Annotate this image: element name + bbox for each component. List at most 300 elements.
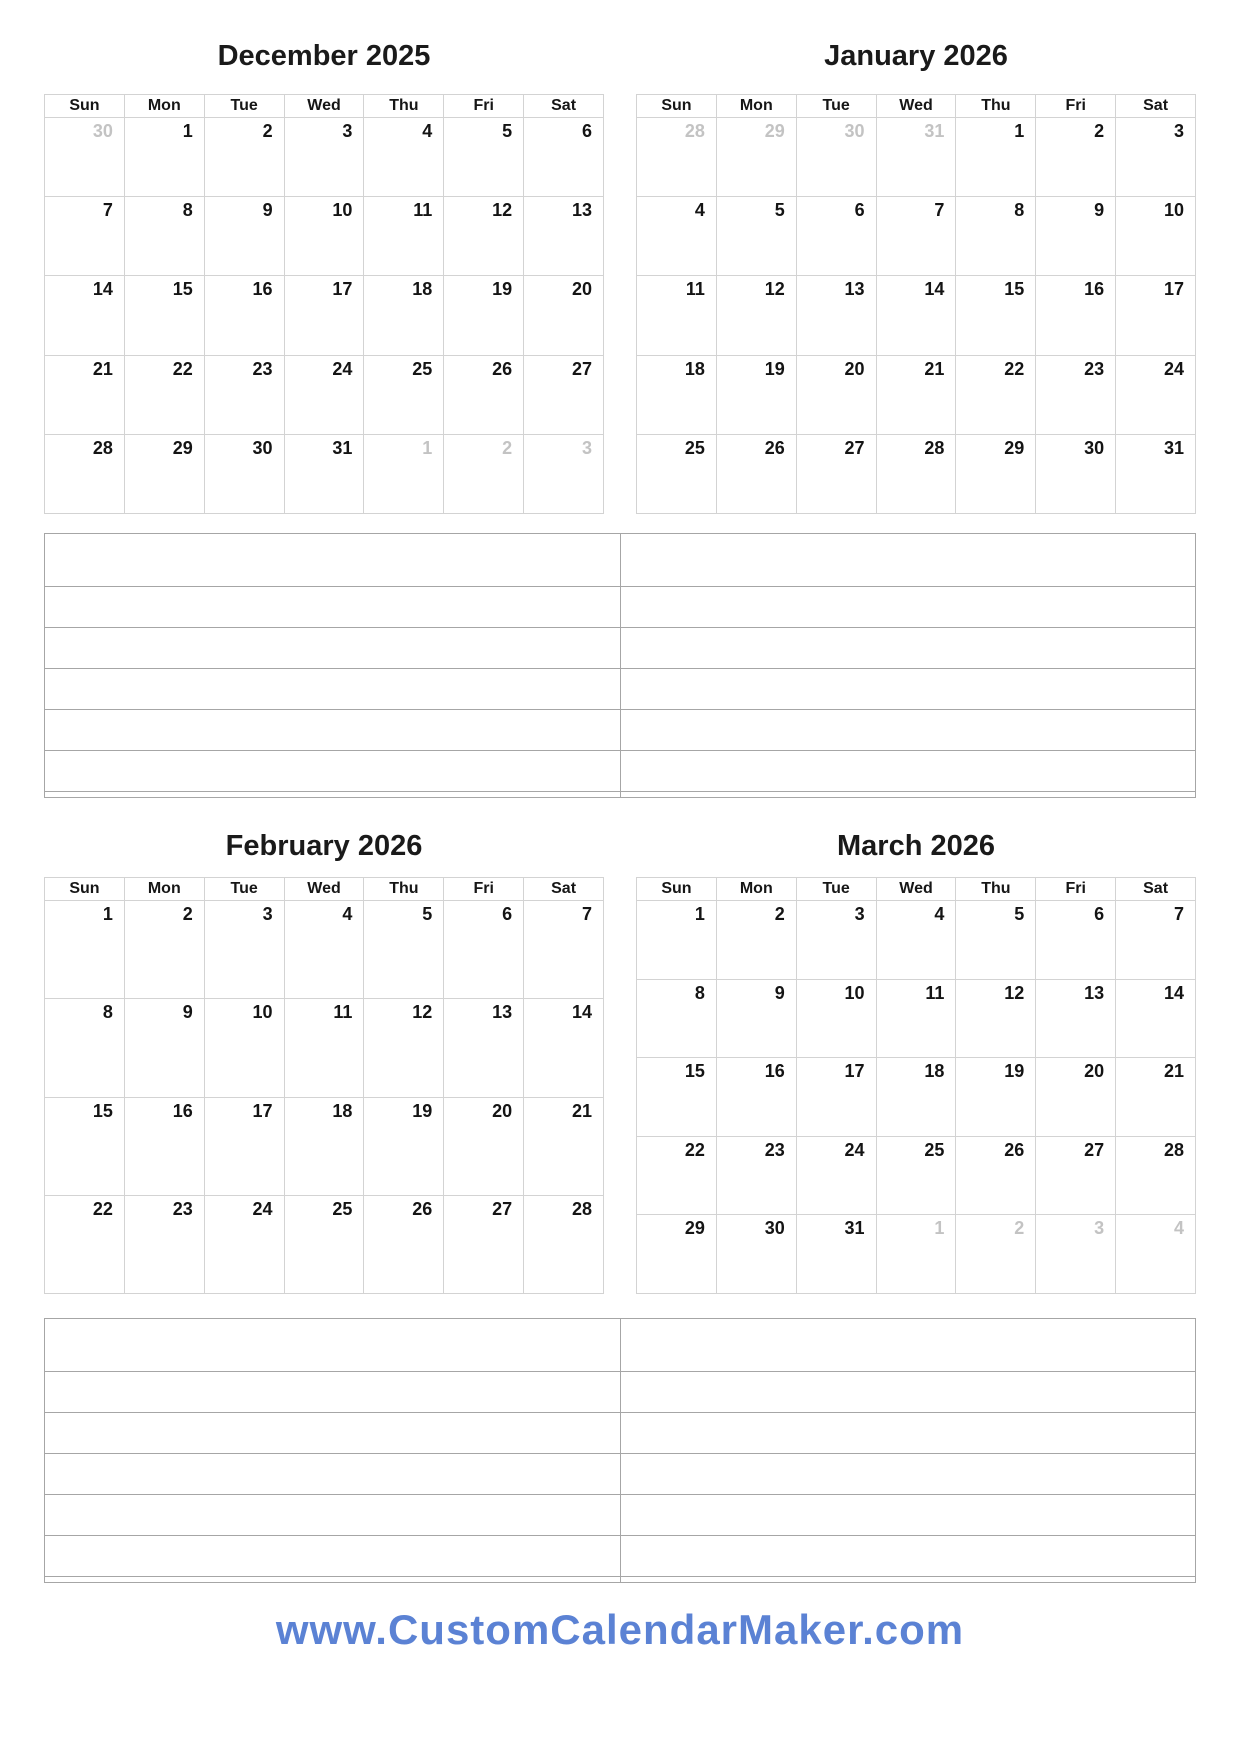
day-number: 4 bbox=[1174, 1218, 1185, 1239]
day-number: 25 bbox=[924, 1139, 945, 1160]
day-cell bbox=[1115, 276, 1195, 354]
day-cell bbox=[523, 197, 603, 275]
notes-cell-left bbox=[45, 1319, 621, 1371]
day-cell bbox=[45, 901, 124, 998]
month-grid-body bbox=[45, 118, 603, 513]
notes-cell-left bbox=[45, 669, 621, 709]
day-number: 5 bbox=[422, 904, 433, 924]
month-title: March 2026 bbox=[837, 829, 995, 862]
day-cell bbox=[363, 1196, 443, 1293]
day-cell bbox=[1035, 1058, 1115, 1136]
day-cell bbox=[204, 901, 284, 998]
day-cell bbox=[1035, 901, 1115, 979]
day-cell bbox=[716, 435, 796, 513]
day-number: 30 bbox=[844, 121, 865, 141]
day-number: 22 bbox=[684, 1139, 705, 1160]
day-number: 30 bbox=[1084, 437, 1105, 458]
day-cell bbox=[1035, 276, 1115, 354]
day-number: 1 bbox=[422, 437, 433, 458]
day-number: 1 bbox=[102, 904, 113, 924]
day-number: 21 bbox=[924, 358, 945, 379]
day-cell bbox=[363, 901, 443, 998]
day-number: 16 bbox=[252, 279, 273, 300]
day-number: 25 bbox=[412, 358, 433, 379]
day-cell bbox=[45, 1098, 124, 1195]
day-cell bbox=[284, 118, 364, 196]
day-number: 8 bbox=[694, 982, 705, 1003]
day-number: 17 bbox=[332, 279, 353, 300]
day-number: 28 bbox=[92, 437, 113, 458]
day-cell bbox=[1035, 1215, 1115, 1293]
day-cell bbox=[443, 356, 523, 434]
day-cell bbox=[45, 999, 124, 1096]
day-cell bbox=[124, 1098, 204, 1195]
day-number: 28 bbox=[924, 437, 945, 458]
notes-cell-left bbox=[45, 710, 621, 750]
day-cell bbox=[876, 197, 956, 275]
day-cell bbox=[876, 435, 956, 513]
day-cell bbox=[363, 197, 443, 275]
day-number: 19 bbox=[764, 358, 785, 379]
day-cell bbox=[796, 1137, 876, 1215]
notes-cell-left bbox=[45, 1577, 621, 1582]
day-number: 10 bbox=[844, 982, 865, 1003]
day-cell bbox=[204, 435, 284, 513]
day-cell bbox=[1115, 901, 1195, 979]
notes-row bbox=[45, 627, 1195, 668]
day-cell bbox=[284, 901, 364, 998]
day-cell bbox=[124, 276, 204, 354]
day-number: 1 bbox=[694, 904, 705, 924]
week-row bbox=[45, 118, 603, 196]
weekday-header: Wed bbox=[876, 878, 956, 900]
day-cell bbox=[796, 1058, 876, 1136]
day-number: 17 bbox=[844, 1061, 865, 1082]
day-number: 12 bbox=[764, 279, 785, 300]
day-number: 29 bbox=[764, 121, 785, 141]
notes-cell-right bbox=[621, 628, 1196, 668]
day-cell bbox=[955, 435, 1035, 513]
day-number: 25 bbox=[332, 1198, 353, 1219]
month-calendar bbox=[636, 34, 1196, 514]
notes-cell-right bbox=[621, 587, 1196, 627]
day-number: 19 bbox=[492, 279, 513, 300]
week-row bbox=[637, 196, 1195, 275]
day-number: 17 bbox=[252, 1100, 273, 1121]
day-cell bbox=[637, 435, 716, 513]
day-cell bbox=[204, 118, 284, 196]
weekday-header: Sat bbox=[523, 878, 603, 900]
day-cell bbox=[876, 1137, 956, 1215]
day-number: 15 bbox=[92, 1100, 113, 1121]
weekday-header: Wed bbox=[284, 95, 364, 117]
notes-cell-right bbox=[621, 534, 1196, 586]
notes-row bbox=[45, 791, 1195, 797]
day-cell bbox=[637, 197, 716, 275]
day-number: 24 bbox=[844, 1139, 865, 1160]
day-number: 6 bbox=[854, 200, 865, 221]
day-number: 19 bbox=[412, 1100, 433, 1121]
day-cell bbox=[637, 276, 716, 354]
weekday-header: Mon bbox=[716, 878, 796, 900]
notes-row bbox=[45, 1453, 1195, 1494]
day-number: 11 bbox=[925, 982, 945, 1003]
day-cell bbox=[796, 276, 876, 354]
weekday-header: Thu bbox=[955, 878, 1035, 900]
day-cell bbox=[284, 1196, 364, 1293]
day-cell bbox=[1115, 980, 1195, 1058]
week-row bbox=[637, 979, 1195, 1058]
day-cell bbox=[443, 1196, 523, 1293]
day-number: 2 bbox=[1014, 1218, 1025, 1239]
notes-cell-right bbox=[621, 1536, 1196, 1576]
day-number: 13 bbox=[844, 279, 865, 300]
day-cell bbox=[716, 356, 796, 434]
day-cell bbox=[204, 999, 284, 1096]
weekday-header: Thu bbox=[955, 95, 1035, 117]
day-number: 13 bbox=[571, 200, 593, 221]
week-row bbox=[637, 275, 1195, 354]
day-number: 15 bbox=[684, 1061, 705, 1082]
month-title: December 2025 bbox=[217, 39, 431, 72]
week-row bbox=[637, 901, 1195, 979]
day-cell bbox=[443, 999, 523, 1096]
day-cell bbox=[716, 1137, 796, 1215]
day-number: 1 bbox=[934, 1218, 945, 1239]
day-number: 30 bbox=[92, 121, 113, 141]
day-cell bbox=[284, 356, 364, 434]
day-number: 12 bbox=[412, 1002, 433, 1023]
day-cell bbox=[716, 118, 796, 196]
week-row bbox=[637, 355, 1195, 434]
month-title: January 2026 bbox=[824, 39, 1008, 72]
weekday-header: Sun bbox=[661, 97, 692, 114]
day-number: 12 bbox=[1004, 982, 1025, 1003]
day-number: 2 bbox=[774, 904, 785, 924]
day-number: 9 bbox=[182, 1002, 193, 1023]
day-number: 26 bbox=[492, 358, 513, 379]
day-number: 16 bbox=[172, 1100, 193, 1121]
day-number: 13 bbox=[1084, 982, 1105, 1003]
weekday-header: Wed bbox=[284, 878, 364, 900]
day-cell bbox=[796, 197, 876, 275]
notes-cell-right bbox=[621, 792, 1196, 797]
day-number: 3 bbox=[342, 121, 353, 141]
day-number: 4 bbox=[934, 904, 945, 924]
month-grid bbox=[636, 94, 1196, 514]
month-grid-body bbox=[637, 901, 1195, 1293]
day-number: 15 bbox=[1004, 279, 1025, 300]
day-cell bbox=[955, 901, 1035, 979]
notes-row bbox=[45, 1535, 1195, 1576]
day-cell bbox=[637, 1215, 716, 1293]
day-number: 2 bbox=[182, 904, 193, 924]
day-cell bbox=[876, 356, 956, 434]
weekday-header: Tue bbox=[204, 878, 284, 900]
month-grid bbox=[636, 877, 1196, 1294]
day-cell bbox=[1035, 1137, 1115, 1215]
day-number: 18 bbox=[412, 279, 433, 300]
day-number: 21 bbox=[1163, 1061, 1185, 1082]
notes-cell-left bbox=[45, 751, 621, 791]
day-cell bbox=[1115, 118, 1195, 196]
day-cell bbox=[124, 197, 204, 275]
day-number: 5 bbox=[502, 121, 513, 141]
day-cell bbox=[716, 1058, 796, 1136]
weekday-header: Mon bbox=[716, 95, 796, 117]
notes-cell-right bbox=[621, 669, 1196, 709]
day-cell bbox=[876, 118, 956, 196]
day-cell bbox=[1035, 118, 1115, 196]
day-cell bbox=[204, 197, 284, 275]
day-cell bbox=[955, 197, 1035, 275]
notes-row bbox=[45, 1371, 1195, 1412]
notes-cell-left bbox=[45, 587, 621, 627]
day-cell bbox=[876, 980, 956, 1058]
day-number: 3 bbox=[582, 437, 593, 458]
weekday-header: Wed bbox=[876, 95, 956, 117]
day-number: 11 bbox=[333, 1002, 353, 1023]
month-calendar bbox=[44, 824, 604, 1294]
weekday-header: Fri bbox=[443, 95, 523, 117]
month-grid bbox=[44, 877, 604, 1294]
day-number: 16 bbox=[1084, 279, 1105, 300]
day-number: 29 bbox=[1004, 437, 1025, 458]
day-number: 1 bbox=[182, 121, 193, 141]
notes-area bbox=[44, 1318, 1196, 1583]
day-number: 20 bbox=[571, 279, 593, 300]
weekday-header-row bbox=[637, 878, 1195, 901]
day-number: 30 bbox=[252, 437, 273, 458]
day-cell bbox=[284, 1098, 364, 1195]
day-cell bbox=[716, 980, 796, 1058]
day-number: 20 bbox=[492, 1100, 513, 1121]
notes-cell-right bbox=[621, 1577, 1196, 1582]
weekday-header: Tue bbox=[204, 95, 284, 117]
notes-cell-right bbox=[621, 1413, 1196, 1453]
day-cell bbox=[363, 999, 443, 1096]
day-number: 22 bbox=[172, 358, 193, 379]
day-number: 18 bbox=[924, 1061, 945, 1082]
notes-cell-left bbox=[45, 1454, 621, 1494]
day-cell bbox=[124, 118, 204, 196]
day-number: 18 bbox=[332, 1100, 353, 1121]
day-cell bbox=[637, 356, 716, 434]
day-number: 17 bbox=[1163, 279, 1185, 300]
day-number: 10 bbox=[252, 1002, 273, 1023]
notes-row bbox=[45, 1494, 1195, 1535]
notes-cell-left bbox=[45, 1413, 621, 1453]
month-calendar bbox=[44, 34, 604, 514]
day-cell bbox=[637, 1137, 716, 1215]
day-number: 23 bbox=[764, 1139, 785, 1160]
week-row bbox=[637, 1136, 1195, 1215]
day-cell bbox=[955, 1137, 1035, 1215]
weekday-header: Sun bbox=[69, 97, 100, 114]
notes-row bbox=[45, 1412, 1195, 1453]
day-cell bbox=[876, 1058, 956, 1136]
day-cell bbox=[796, 118, 876, 196]
day-number: 31 bbox=[1163, 437, 1185, 458]
day-number: 31 bbox=[924, 121, 945, 141]
day-number: 5 bbox=[774, 200, 785, 221]
day-number: 11 bbox=[413, 200, 433, 221]
day-cell bbox=[124, 1196, 204, 1293]
day-cell bbox=[363, 118, 443, 196]
week-row bbox=[637, 1214, 1195, 1293]
day-cell bbox=[523, 1098, 603, 1195]
notes-cell-left bbox=[45, 1536, 621, 1576]
day-cell bbox=[637, 118, 716, 196]
notes-row bbox=[45, 1576, 1195, 1582]
day-cell bbox=[716, 1215, 796, 1293]
day-cell bbox=[45, 435, 124, 513]
day-cell bbox=[443, 1098, 523, 1195]
day-number: 20 bbox=[844, 358, 865, 379]
notes-cell-right bbox=[621, 1495, 1196, 1535]
day-cell bbox=[876, 276, 956, 354]
notes-cell-left bbox=[45, 1495, 621, 1535]
day-number: 30 bbox=[764, 1218, 785, 1239]
day-number: 27 bbox=[492, 1198, 513, 1219]
day-number: 15 bbox=[172, 279, 193, 300]
day-cell bbox=[443, 118, 523, 196]
weekday-header: Sat bbox=[1115, 878, 1195, 900]
day-number: 28 bbox=[571, 1198, 593, 1219]
weekday-header: Fri bbox=[443, 878, 523, 900]
day-number: 3 bbox=[1174, 121, 1185, 141]
notes-cell-left bbox=[45, 792, 621, 797]
day-number: 21 bbox=[571, 1100, 593, 1121]
day-cell bbox=[955, 1058, 1035, 1136]
day-cell bbox=[443, 435, 523, 513]
day-cell bbox=[284, 435, 364, 513]
day-number: 4 bbox=[342, 904, 353, 924]
weekday-header: Mon bbox=[124, 95, 204, 117]
week-row bbox=[45, 275, 603, 354]
notes-cell-left bbox=[45, 534, 621, 586]
day-number: 19 bbox=[1004, 1061, 1025, 1082]
day-number: 24 bbox=[252, 1198, 273, 1219]
day-number: 3 bbox=[262, 904, 273, 924]
day-number: 14 bbox=[571, 1002, 593, 1023]
day-cell bbox=[363, 356, 443, 434]
day-cell bbox=[1035, 435, 1115, 513]
day-cell bbox=[796, 356, 876, 434]
day-number: 21 bbox=[92, 358, 113, 379]
day-cell bbox=[1035, 356, 1115, 434]
day-cell bbox=[1115, 1215, 1195, 1293]
day-cell bbox=[1115, 356, 1195, 434]
notes-row bbox=[45, 750, 1195, 791]
notes-cell-right bbox=[621, 710, 1196, 750]
week-row bbox=[637, 1057, 1195, 1136]
day-cell bbox=[1115, 1137, 1195, 1215]
day-number: 13 bbox=[492, 1002, 513, 1023]
weekday-header-row bbox=[45, 95, 603, 118]
day-cell bbox=[45, 356, 124, 434]
day-number: 10 bbox=[1163, 200, 1185, 221]
day-cell bbox=[1035, 197, 1115, 275]
day-number: 25 bbox=[684, 437, 705, 458]
day-number: 29 bbox=[684, 1218, 705, 1239]
day-cell bbox=[523, 999, 603, 1096]
day-cell bbox=[204, 1196, 284, 1293]
day-cell bbox=[284, 999, 364, 1096]
day-cell bbox=[1115, 197, 1195, 275]
weekday-header: Fri bbox=[1035, 95, 1115, 117]
day-cell bbox=[1115, 435, 1195, 513]
day-number: 6 bbox=[502, 904, 513, 924]
week-row bbox=[45, 901, 603, 998]
day-cell bbox=[363, 1098, 443, 1195]
day-cell bbox=[876, 1215, 956, 1293]
day-number: 2 bbox=[262, 121, 273, 141]
weekday-header-row bbox=[45, 878, 603, 901]
weekday-header: Fri bbox=[1035, 878, 1115, 900]
day-cell bbox=[523, 435, 603, 513]
weekday-header: Thu bbox=[363, 95, 443, 117]
weekday-header: Tue bbox=[796, 878, 876, 900]
weekday-header-row bbox=[637, 95, 1195, 118]
notes-row bbox=[45, 709, 1195, 750]
month-grid-body bbox=[637, 118, 1195, 513]
day-cell bbox=[45, 197, 124, 275]
day-number: 10 bbox=[332, 200, 353, 221]
day-cell bbox=[124, 356, 204, 434]
day-cell bbox=[124, 435, 204, 513]
day-number: 26 bbox=[1004, 1139, 1025, 1160]
day-cell bbox=[796, 435, 876, 513]
day-number: 6 bbox=[582, 121, 593, 141]
week-row bbox=[45, 434, 603, 513]
day-number: 24 bbox=[1163, 358, 1185, 379]
day-cell bbox=[796, 901, 876, 979]
week-row bbox=[45, 355, 603, 434]
day-number: 4 bbox=[422, 121, 433, 141]
watermark-link[interactable]: www.CustomCalendarMaker.com bbox=[275, 1606, 965, 1653]
day-number: 24 bbox=[332, 358, 353, 379]
day-number: 9 bbox=[262, 200, 273, 221]
day-number: 3 bbox=[854, 904, 865, 924]
weekday-header: Mon bbox=[124, 878, 204, 900]
day-number: 16 bbox=[764, 1061, 785, 1082]
day-cell bbox=[796, 1215, 876, 1293]
day-number: 7 bbox=[102, 200, 113, 221]
day-number: 7 bbox=[1174, 904, 1185, 924]
day-number: 7 bbox=[582, 904, 593, 924]
day-cell bbox=[637, 980, 716, 1058]
day-number: 11 bbox=[685, 279, 705, 300]
day-number: 20 bbox=[1084, 1061, 1105, 1082]
day-cell bbox=[284, 276, 364, 354]
day-number: 27 bbox=[571, 358, 593, 379]
day-number: 23 bbox=[252, 358, 273, 379]
day-cell bbox=[523, 1196, 603, 1293]
day-number: 12 bbox=[492, 200, 513, 221]
day-cell bbox=[124, 901, 204, 998]
day-cell bbox=[637, 901, 716, 979]
notes-row bbox=[45, 1319, 1195, 1371]
week-row bbox=[45, 1097, 603, 1195]
day-number: 26 bbox=[412, 1198, 433, 1219]
day-cell bbox=[45, 276, 124, 354]
day-number: 3 bbox=[1094, 1218, 1105, 1239]
week-row bbox=[45, 196, 603, 275]
day-number: 27 bbox=[844, 437, 865, 458]
weekday-header: Tue bbox=[796, 95, 876, 117]
day-number: 1 bbox=[1014, 121, 1025, 141]
